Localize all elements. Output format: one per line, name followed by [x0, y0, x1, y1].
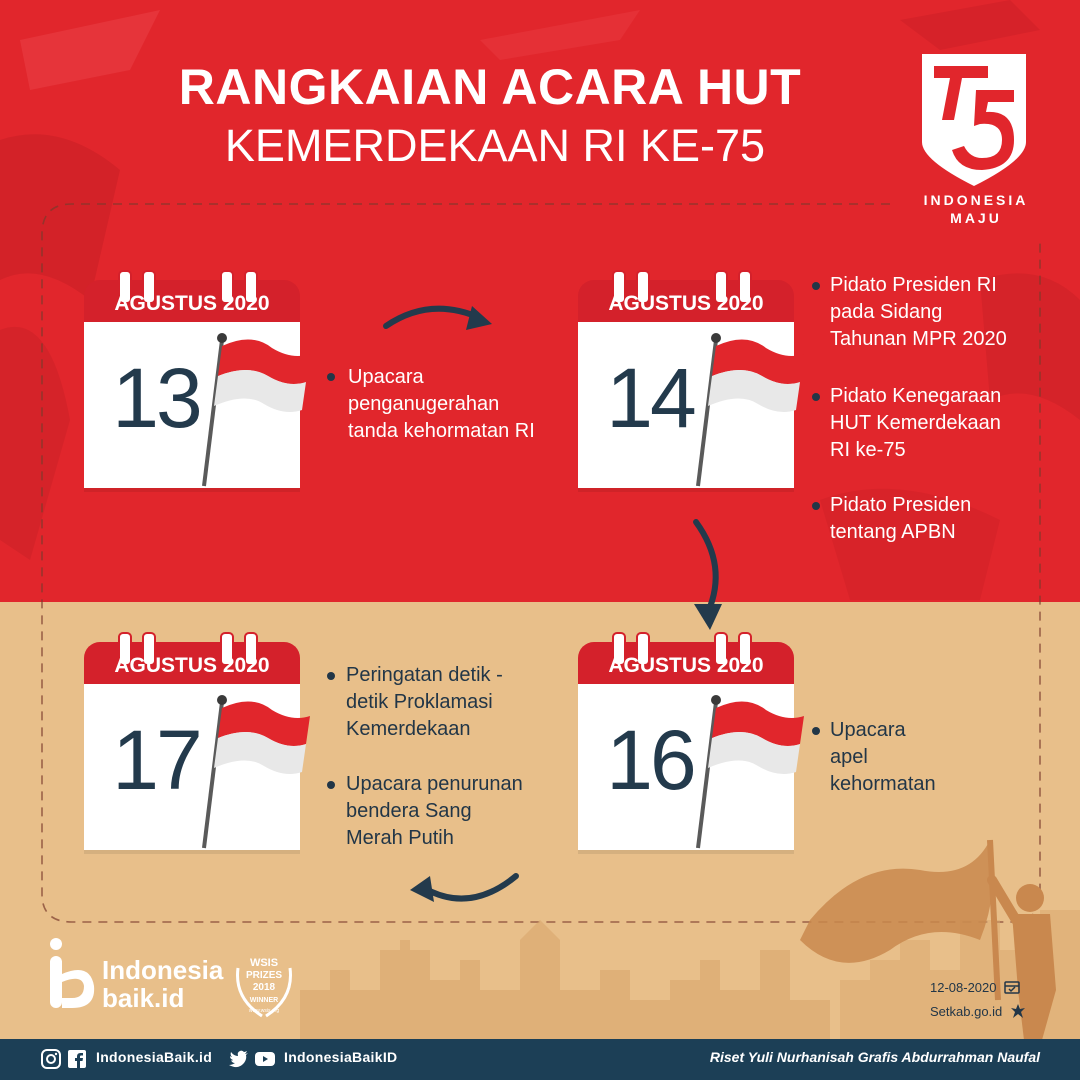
brand-name-line-2: baik.id — [102, 983, 185, 1013]
calendar-day: 14 — [606, 351, 694, 445]
indonesian-flag-icon — [686, 330, 806, 490]
calendar-month: AGUSTUS 2020 — [608, 292, 764, 315]
instagram-icon[interactable] — [40, 1048, 62, 1070]
bullet-dot — [327, 781, 335, 789]
footer-credit: Riset Yuli Nurhanisah Grafis Abdurrahman Naufal — [709, 1049, 1040, 1065]
twitter-icon[interactable] — [228, 1048, 250, 1070]
calendar-month: AGUSTUS 2020 — [114, 292, 270, 315]
youtube-icon[interactable] — [254, 1048, 276, 1070]
footer-handle-2[interactable]: IndonesiaBaikID — [284, 1049, 398, 1065]
event-17-item-2: Upacara penurunan bendera Sang Merah Putih — [346, 773, 523, 849]
calendar-16 — [578, 632, 794, 866]
indonesian-flag-icon — [192, 692, 312, 852]
bullet-dot — [327, 672, 335, 680]
bullet-dot — [812, 727, 820, 735]
event-14-item-1: Pidato Presiden RI pada Sidang Tahunan MPR 2020 — [830, 274, 1007, 350]
source-label — [930, 1003, 1026, 1019]
indonesian-flag-icon — [192, 330, 312, 490]
wsis-line-3: 2018 — [252, 982, 276, 993]
source-text: Setkab.go.id — [930, 1004, 1003, 1019]
event-17-item-1: Peringatan detik - detik Proklamasi Kemerdekaan — [346, 664, 503, 740]
event-14-item-2: Pidato Kenegaraan HUT Kemerdekaan RI ke-75 — [830, 385, 1002, 461]
calendar-month: AGUSTUS 2020 — [114, 654, 270, 677]
event-14-item-3: Pidato Presiden tentang APBN — [830, 494, 972, 543]
calendar-13 — [84, 270, 300, 504]
arrow-right-icon — [380, 296, 500, 346]
footer-handle-1[interactable]: IndonesiaBaik.id — [96, 1049, 213, 1065]
wsis-line-1: WSIS — [249, 957, 279, 969]
wsis-line-4: WINNER — [249, 997, 279, 1004]
bullet-dot — [812, 282, 820, 290]
event-16-item-1: Upacara apel kehormatan — [830, 719, 936, 795]
logo-text-indonesia: INDONESIA — [923, 192, 1029, 208]
wsis-prizes-badge — [232, 948, 296, 1022]
calendar-month: AGUSTUS 2020 — [608, 654, 764, 677]
publish-date-text: 12-08-2020 — [930, 980, 997, 995]
calendar-day: 16 — [606, 713, 694, 807]
wsis-line-5: www.wsis.org — [248, 1008, 280, 1014]
calendar-icon — [1004, 980, 1020, 994]
publish-date — [930, 980, 1020, 995]
title-line-1: RANGKAIAN ACARA HUT — [178, 59, 802, 115]
title-line-2: KEMERDEKAAN RI KE-75 — [224, 120, 766, 171]
logo-text-maju: MAJU — [950, 210, 1002, 226]
indonesia-baik-logo-icon — [48, 938, 98, 1012]
bullet-dot — [327, 373, 335, 381]
wsis-line-2: PRIZES — [245, 970, 283, 981]
bullet-dot — [812, 393, 820, 401]
calendar-17 — [84, 632, 300, 866]
calendar-day: 13 — [112, 351, 200, 445]
facebook-icon[interactable] — [66, 1048, 88, 1070]
bullet-dot — [812, 502, 820, 510]
calendar-day: 17 — [112, 713, 200, 807]
arrow-down-icon — [680, 516, 740, 636]
event-13-item-1: Upacara penganugerahan tanda kehormatan RI — [348, 366, 535, 442]
garuda-icon — [1010, 1003, 1026, 1019]
calendar-14 — [578, 270, 794, 504]
brand-name-line-1: Indonesia — [102, 955, 224, 985]
